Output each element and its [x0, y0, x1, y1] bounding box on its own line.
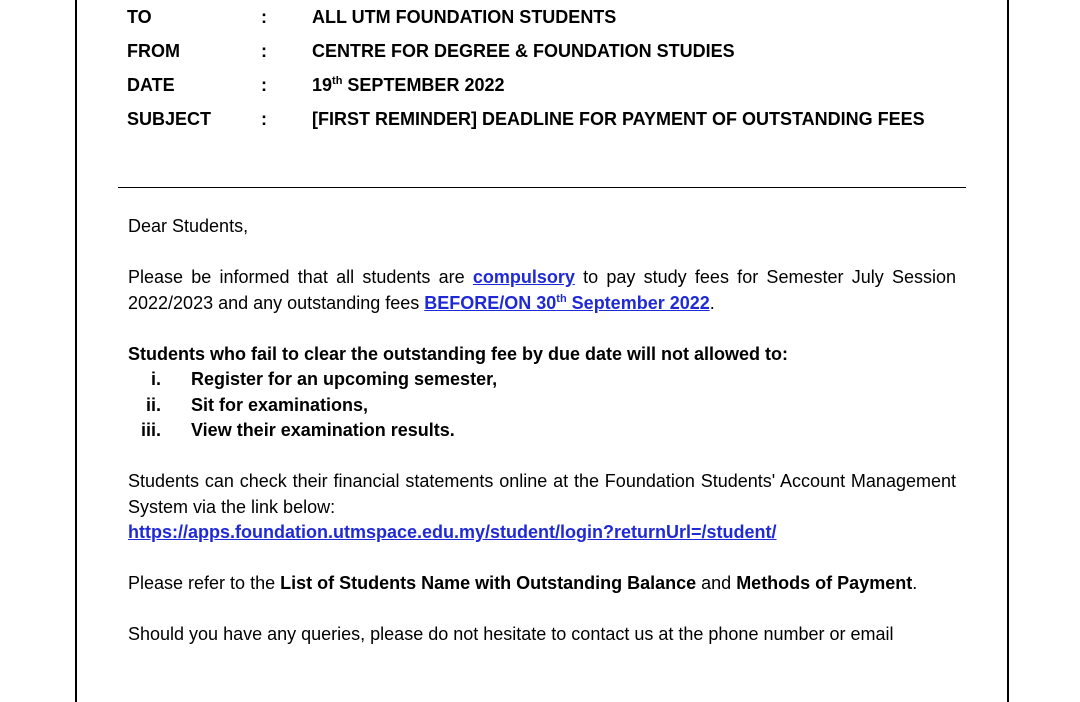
list-text: Sit for examinations,: [191, 394, 369, 415]
list-number: ii.: [145, 394, 161, 415]
notice-text-2: to pay study fees for Semester July Session 2022/2023 and any outstanding fees: [128, 267, 956, 313]
list-item: [128, 418, 956, 444]
statement-info: Students can check their financial statements online at the Foundation Students' Account Management System via the link below:: [128, 471, 956, 517]
list-text: Register for an upcoming semester,: [191, 369, 498, 389]
compulsory-link[interactable]: compulsory: [472, 267, 575, 287]
date-label: DATE: [127, 75, 175, 95]
memo-header: [127, 4, 957, 176]
subject-colon: :: [261, 109, 267, 129]
list-item: [128, 367, 956, 393]
greeting: Dear Students,: [128, 216, 249, 236]
memo-to-row: [127, 4, 957, 38]
header-divider: [118, 187, 966, 188]
warning-heading: [128, 342, 956, 368]
date-value: [312, 68, 952, 102]
deadline-text-b: September 2022: [566, 292, 710, 313]
list-text: View their examination results.: [191, 420, 455, 440]
notice-text-1: Please be informed that all students are: [128, 267, 473, 287]
payment-methods-ref: Methods of Payment: [736, 573, 913, 593]
notice-end: .: [709, 292, 715, 313]
deadline-suffix: th: [556, 292, 567, 305]
student-list-ref: List of Students Name with Outstanding Balance: [280, 573, 697, 593]
memo-date-row: [127, 72, 957, 106]
portal-link[interactable]: https://apps.foundation.utmspace.edu.my/student/login?returnUrl=/student/: [128, 522, 777, 542]
warning-text: Students who fail to clear the outstanding fee by due date will not allowed to:: [128, 343, 789, 364]
subject-value: [FIRST REMINDER] DEADLINE FOR PAYMENT OF OUTSTANDING FEES: [312, 109, 925, 129]
deadline-text-a: BEFORE/ON 30: [424, 292, 557, 313]
consequence-list: [128, 367, 956, 444]
payment-notice: [128, 265, 956, 316]
date-day: 19: [312, 75, 333, 95]
contact-paragraph: Should you have any queries, please do not hesitate to contact us at the phone number or email: [128, 624, 894, 644]
date-colon: :: [261, 75, 267, 95]
date-rest: SEPTEMBER 2022: [342, 75, 505, 95]
memo-subject-row: [127, 106, 957, 176]
refer-paragraph: [128, 571, 956, 597]
to-colon: :: [261, 7, 267, 27]
list-item: [128, 393, 956, 419]
refer-end: .: [912, 573, 918, 593]
to-label: TO: [127, 7, 152, 27]
date-suffix: th: [332, 75, 343, 87]
subject-label: SUBJECT: [127, 109, 212, 129]
from-colon: :: [261, 41, 267, 61]
from-value: CENTRE FOR DEGREE & FOUNDATION STUDIES: [312, 41, 735, 61]
deadline-link[interactable]: [424, 293, 710, 313]
refer-text-2: and: [696, 573, 737, 593]
refer-text-1: Please refer to the: [128, 573, 281, 593]
to-value: ALL UTM FOUNDATION STUDENTS: [312, 7, 617, 27]
memo-from-row: [127, 38, 957, 72]
list-number: i.: [150, 369, 161, 389]
portal-link-line: [128, 520, 956, 546]
memo-body: [128, 214, 956, 673]
list-number: iii.: [140, 420, 161, 440]
from-label: FROM: [127, 41, 180, 61]
